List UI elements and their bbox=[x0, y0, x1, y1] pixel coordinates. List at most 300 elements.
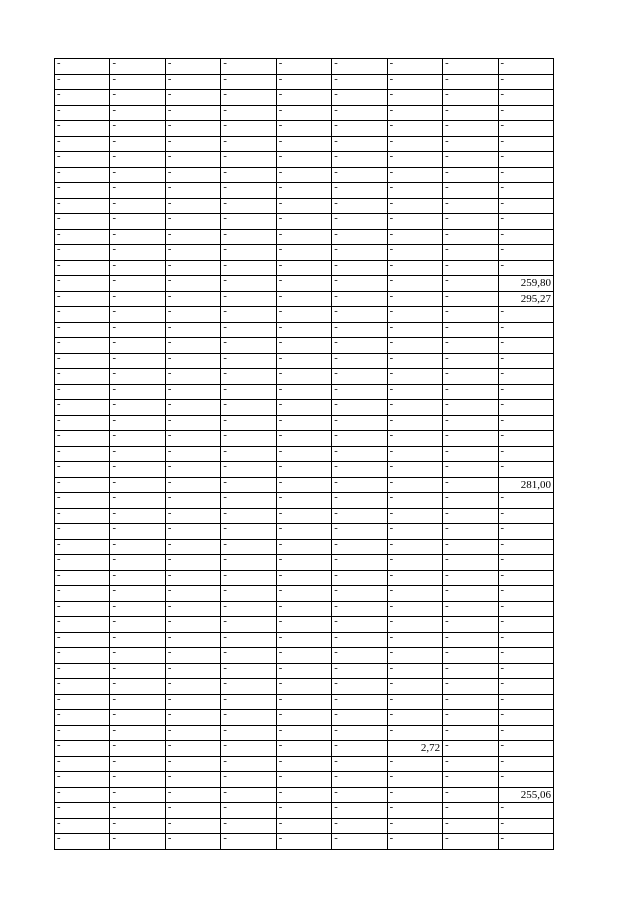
table-cell: - bbox=[110, 477, 165, 493]
table-cell: - bbox=[332, 710, 387, 726]
table-cell: - bbox=[387, 617, 442, 633]
table-cell: - bbox=[110, 353, 165, 369]
table-cell: - bbox=[221, 679, 276, 695]
table-cell: - bbox=[110, 741, 165, 757]
table-cell: - bbox=[387, 152, 442, 168]
table-cell: - bbox=[443, 493, 498, 509]
table-cell: - bbox=[332, 136, 387, 152]
table-cell: - bbox=[221, 384, 276, 400]
table-cell: - bbox=[443, 260, 498, 276]
table-cell: - bbox=[55, 431, 110, 447]
table-cell: - bbox=[276, 648, 331, 664]
table-cell: - bbox=[276, 570, 331, 586]
table-cell: - bbox=[165, 834, 220, 850]
table-cell: - bbox=[332, 353, 387, 369]
table-cell: - bbox=[221, 431, 276, 447]
table-cell: - bbox=[443, 74, 498, 90]
table-cell: - bbox=[332, 493, 387, 509]
table-cell: - bbox=[165, 694, 220, 710]
table-cell: - bbox=[276, 756, 331, 772]
table-cell: - bbox=[276, 400, 331, 416]
table-cell: - bbox=[55, 384, 110, 400]
table-row bbox=[55, 663, 554, 679]
table-cell: - bbox=[443, 663, 498, 679]
table-cell: - bbox=[110, 136, 165, 152]
table-cell: - bbox=[332, 756, 387, 772]
table-cell: - bbox=[443, 508, 498, 524]
table-cell: - bbox=[276, 229, 331, 245]
table-cell: - bbox=[498, 648, 554, 664]
table-row bbox=[55, 121, 554, 137]
table-cell: - bbox=[387, 121, 442, 137]
table-cell: - bbox=[387, 90, 442, 106]
table-cell: - bbox=[498, 694, 554, 710]
table-cell: - bbox=[498, 229, 554, 245]
table-cell: - bbox=[276, 601, 331, 617]
table-cell: - bbox=[332, 725, 387, 741]
table-cell: - bbox=[221, 508, 276, 524]
table-cell: - bbox=[443, 307, 498, 323]
table-cell: - bbox=[221, 586, 276, 602]
table-cell: - bbox=[221, 601, 276, 617]
table-cell: - bbox=[165, 260, 220, 276]
table-cell: - bbox=[443, 353, 498, 369]
table-cell: - bbox=[165, 136, 220, 152]
table-cell: - bbox=[443, 725, 498, 741]
table-row bbox=[55, 570, 554, 586]
table-cell: - bbox=[55, 710, 110, 726]
table-cell: - bbox=[221, 152, 276, 168]
table-cell: - bbox=[221, 648, 276, 664]
table-cell: - bbox=[165, 818, 220, 834]
table-cell: - bbox=[332, 508, 387, 524]
table-cell: - bbox=[110, 632, 165, 648]
table-cell: - bbox=[387, 462, 442, 478]
table-cell: - bbox=[165, 59, 220, 75]
table-cell: - bbox=[498, 59, 554, 75]
table-cell: - bbox=[110, 462, 165, 478]
table-cell: - bbox=[110, 710, 165, 726]
table-cell: - bbox=[443, 756, 498, 772]
table-cell: - bbox=[498, 369, 554, 385]
table-cell: - bbox=[55, 59, 110, 75]
table-cell: - bbox=[55, 415, 110, 431]
table-cell: - bbox=[276, 741, 331, 757]
table-cell: - bbox=[498, 322, 554, 338]
table-cell: - bbox=[221, 369, 276, 385]
table-cell: - bbox=[332, 694, 387, 710]
table-cell: - bbox=[498, 570, 554, 586]
table-cell: - bbox=[165, 508, 220, 524]
table-cell: - bbox=[443, 818, 498, 834]
table-cell: - bbox=[221, 710, 276, 726]
table-cell: - bbox=[165, 121, 220, 137]
table-cell: - bbox=[110, 431, 165, 447]
table-cell: - bbox=[332, 415, 387, 431]
table-cell: - bbox=[221, 694, 276, 710]
table-cell: - bbox=[498, 214, 554, 230]
table-cell: - bbox=[387, 772, 442, 788]
table-cell: - bbox=[387, 787, 442, 803]
table-row bbox=[55, 756, 554, 772]
table-cell: - bbox=[443, 772, 498, 788]
table-cell: - bbox=[498, 617, 554, 633]
table-cell: - bbox=[498, 663, 554, 679]
table-cell: - bbox=[55, 214, 110, 230]
table-cell: - bbox=[55, 508, 110, 524]
table-cell: - bbox=[110, 834, 165, 850]
table-cell: - bbox=[332, 245, 387, 261]
table-cell: - bbox=[110, 90, 165, 106]
table-row bbox=[55, 679, 554, 695]
table-cell: - bbox=[55, 167, 110, 183]
table-cell: - bbox=[387, 384, 442, 400]
table-cell: - bbox=[276, 105, 331, 121]
table-row bbox=[55, 369, 554, 385]
table-cell: - bbox=[332, 787, 387, 803]
table-cell: - bbox=[498, 167, 554, 183]
table-row bbox=[55, 741, 554, 757]
table-cell: - bbox=[110, 756, 165, 772]
table-cell: - bbox=[165, 167, 220, 183]
table-cell: - bbox=[55, 834, 110, 850]
table-cell: - bbox=[276, 617, 331, 633]
table-cell: - bbox=[110, 260, 165, 276]
table-cell: - bbox=[332, 741, 387, 757]
table-cell: - bbox=[110, 183, 165, 199]
table-cell: - bbox=[221, 74, 276, 90]
table-row bbox=[55, 710, 554, 726]
table-row bbox=[55, 276, 554, 292]
table-cell: - bbox=[276, 322, 331, 338]
table-cell: - bbox=[332, 183, 387, 199]
table-cell: - bbox=[443, 803, 498, 819]
data-table bbox=[54, 58, 554, 850]
table-cell: - bbox=[387, 694, 442, 710]
table-cell: - bbox=[110, 508, 165, 524]
table-row bbox=[55, 338, 554, 354]
table-cell: - bbox=[332, 632, 387, 648]
table-cell: - bbox=[55, 369, 110, 385]
table-cell: - bbox=[276, 276, 331, 292]
table-cell: - bbox=[443, 477, 498, 493]
table-cell: - bbox=[110, 152, 165, 168]
table-cell: - bbox=[276, 555, 331, 571]
table-cell: - bbox=[221, 229, 276, 245]
table-cell: - bbox=[55, 570, 110, 586]
table-cell: - bbox=[276, 508, 331, 524]
table-cell: - bbox=[110, 648, 165, 664]
table-cell: - bbox=[55, 198, 110, 214]
table-cell: - bbox=[221, 772, 276, 788]
table-cell: - bbox=[276, 524, 331, 540]
table-cell: - bbox=[165, 462, 220, 478]
table-cell: - bbox=[276, 307, 331, 323]
table-cell: - bbox=[221, 555, 276, 571]
table-cell: - bbox=[498, 555, 554, 571]
table-cell: - bbox=[110, 663, 165, 679]
table-cell: - bbox=[498, 353, 554, 369]
table-cell: - bbox=[55, 446, 110, 462]
table-cell: - bbox=[498, 524, 554, 540]
table-cell: - bbox=[387, 756, 442, 772]
table-cell: - bbox=[498, 803, 554, 819]
table-cell: - bbox=[55, 121, 110, 137]
table-cell: - bbox=[443, 787, 498, 803]
table-cell: - bbox=[55, 229, 110, 245]
table-cell: - bbox=[110, 803, 165, 819]
table-cell: - bbox=[276, 121, 331, 137]
table-cell: - bbox=[387, 214, 442, 230]
table-cell: - bbox=[165, 291, 220, 307]
table-cell: - bbox=[110, 679, 165, 695]
table-row bbox=[55, 183, 554, 199]
table-cell: - bbox=[165, 539, 220, 555]
table-cell: - bbox=[443, 214, 498, 230]
table-cell: - bbox=[443, 431, 498, 447]
table-cell: - bbox=[443, 555, 498, 571]
table-cell: - bbox=[332, 121, 387, 137]
table-cell: - bbox=[165, 198, 220, 214]
table-cell: - bbox=[276, 477, 331, 493]
table-cell: - bbox=[110, 167, 165, 183]
table-cell: - bbox=[55, 322, 110, 338]
table-cell: - bbox=[332, 477, 387, 493]
table-cell: - bbox=[276, 663, 331, 679]
table-cell: - bbox=[165, 493, 220, 509]
table-cell: - bbox=[221, 493, 276, 509]
table-cell: - bbox=[276, 834, 331, 850]
table-row bbox=[55, 555, 554, 571]
table-row bbox=[55, 260, 554, 276]
table-cell: - bbox=[332, 322, 387, 338]
table-cell: - bbox=[443, 136, 498, 152]
table-cell: - bbox=[443, 105, 498, 121]
table-cell: - bbox=[498, 462, 554, 478]
table-cell: - bbox=[387, 431, 442, 447]
table-cell: - bbox=[110, 694, 165, 710]
table-cell: - bbox=[165, 663, 220, 679]
table-cell: - bbox=[55, 617, 110, 633]
table-cell: - bbox=[332, 462, 387, 478]
table-row bbox=[55, 632, 554, 648]
table-cell: - bbox=[55, 136, 110, 152]
table-cell: - bbox=[332, 90, 387, 106]
table-cell: - bbox=[110, 570, 165, 586]
table-cell: - bbox=[55, 462, 110, 478]
table-cell: - bbox=[443, 570, 498, 586]
table-cell: - bbox=[55, 772, 110, 788]
table-cell: - bbox=[332, 74, 387, 90]
table-cell: - bbox=[165, 415, 220, 431]
table-row bbox=[55, 198, 554, 214]
table-cell: - bbox=[332, 772, 387, 788]
table-cell: - bbox=[110, 214, 165, 230]
table-cell: - bbox=[221, 818, 276, 834]
table-cell: - bbox=[332, 105, 387, 121]
table-cell: - bbox=[165, 617, 220, 633]
table-cell: - bbox=[55, 400, 110, 416]
table-cell: - bbox=[276, 90, 331, 106]
table-cell: - bbox=[165, 183, 220, 199]
table-cell: - bbox=[498, 105, 554, 121]
table-cell: - bbox=[55, 586, 110, 602]
table-cell: - bbox=[332, 291, 387, 307]
table-cell: - bbox=[332, 384, 387, 400]
table-cell: - bbox=[165, 772, 220, 788]
table-cell: - bbox=[276, 679, 331, 695]
table-cell: - bbox=[498, 508, 554, 524]
table-cell: - bbox=[332, 570, 387, 586]
table-cell: - bbox=[332, 679, 387, 695]
table-cell: - bbox=[498, 818, 554, 834]
table-cell: - bbox=[221, 663, 276, 679]
table-cell: - bbox=[276, 694, 331, 710]
table-cell: - bbox=[110, 787, 165, 803]
table-cell: - bbox=[443, 121, 498, 137]
table-cell: - bbox=[221, 834, 276, 850]
table-cell: - bbox=[55, 756, 110, 772]
table-cell: - bbox=[498, 431, 554, 447]
table-cell: - bbox=[498, 741, 554, 757]
table-cell: - bbox=[498, 136, 554, 152]
table-cell: - bbox=[387, 570, 442, 586]
table-cell: - bbox=[110, 772, 165, 788]
table-cell: - bbox=[221, 183, 276, 199]
table-cell: - bbox=[110, 276, 165, 292]
table-cell: - bbox=[165, 152, 220, 168]
table-cell: - bbox=[332, 803, 387, 819]
table-cell: - bbox=[387, 338, 442, 354]
table-row bbox=[55, 818, 554, 834]
table-cell: - bbox=[498, 493, 554, 509]
table-cell: - bbox=[55, 694, 110, 710]
table-cell: - bbox=[276, 818, 331, 834]
table-cell: - bbox=[55, 105, 110, 121]
table-cell: - bbox=[221, 291, 276, 307]
table-row bbox=[55, 400, 554, 416]
table-cell: - bbox=[110, 198, 165, 214]
table-cell: - bbox=[443, 400, 498, 416]
table-cell: - bbox=[165, 570, 220, 586]
table-cell: - bbox=[165, 586, 220, 602]
table-cell: - bbox=[498, 260, 554, 276]
table-row bbox=[55, 493, 554, 509]
table-cell: - bbox=[443, 446, 498, 462]
table-cell: - bbox=[221, 632, 276, 648]
table-cell: - bbox=[165, 803, 220, 819]
table-cell: - bbox=[443, 648, 498, 664]
table-cell: - bbox=[55, 741, 110, 757]
table-cell: - bbox=[498, 539, 554, 555]
table-cell: - bbox=[55, 477, 110, 493]
table-cell: - bbox=[221, 167, 276, 183]
table-cell: - bbox=[387, 260, 442, 276]
table-cell: - bbox=[332, 167, 387, 183]
table-cell: - bbox=[387, 59, 442, 75]
table-cell: - bbox=[498, 834, 554, 850]
table-cell: - bbox=[110, 555, 165, 571]
table-cell: - bbox=[165, 555, 220, 571]
table-cell: - bbox=[332, 555, 387, 571]
table-cell: - bbox=[55, 803, 110, 819]
table-cell: - bbox=[387, 74, 442, 90]
table-cell: - bbox=[387, 167, 442, 183]
table-cell: - bbox=[387, 415, 442, 431]
table-row bbox=[55, 74, 554, 90]
table-cell: - bbox=[332, 400, 387, 416]
table-cell: - bbox=[443, 462, 498, 478]
table-cell: - bbox=[498, 74, 554, 90]
table-cell: - bbox=[332, 586, 387, 602]
table-cell: - bbox=[276, 787, 331, 803]
table-cell: - bbox=[443, 369, 498, 385]
table-cell: - bbox=[110, 229, 165, 245]
table-row bbox=[55, 291, 554, 307]
table-cell: - bbox=[498, 772, 554, 788]
table-cell: - bbox=[221, 725, 276, 741]
table-cell: - bbox=[276, 493, 331, 509]
table-cell: - bbox=[498, 725, 554, 741]
table-cell: - bbox=[221, 260, 276, 276]
table-cell: - bbox=[387, 710, 442, 726]
data-table-body bbox=[55, 59, 554, 850]
table-row bbox=[55, 524, 554, 540]
table-cell: - bbox=[165, 524, 220, 540]
table-cell: - bbox=[387, 477, 442, 493]
table-cell: - bbox=[276, 586, 331, 602]
table-cell: - bbox=[110, 446, 165, 462]
table-cell: - bbox=[498, 152, 554, 168]
table-cell: - bbox=[387, 725, 442, 741]
table-row bbox=[55, 446, 554, 462]
table-cell: - bbox=[221, 570, 276, 586]
table-cell: - bbox=[443, 539, 498, 555]
table-cell: - bbox=[221, 59, 276, 75]
table-row bbox=[55, 322, 554, 338]
table-cell: - bbox=[221, 322, 276, 338]
table-row bbox=[55, 431, 554, 447]
table-cell: - bbox=[498, 446, 554, 462]
table-cell: - bbox=[165, 601, 220, 617]
table-cell: - bbox=[276, 772, 331, 788]
table-cell: - bbox=[276, 539, 331, 555]
table-cell: - bbox=[276, 214, 331, 230]
table-cell: - bbox=[276, 725, 331, 741]
table-cell: - bbox=[387, 245, 442, 261]
table-cell: - bbox=[110, 384, 165, 400]
table-row bbox=[55, 617, 554, 633]
table-cell: 281,00 bbox=[498, 477, 554, 493]
table-cell: - bbox=[55, 524, 110, 540]
table-cell: - bbox=[110, 601, 165, 617]
table-cell: - bbox=[110, 291, 165, 307]
table-cell: - bbox=[221, 803, 276, 819]
table-cell: - bbox=[55, 555, 110, 571]
table-cell: - bbox=[387, 586, 442, 602]
table-cell: - bbox=[165, 679, 220, 695]
table-cell: - bbox=[276, 59, 331, 75]
table-cell: - bbox=[443, 741, 498, 757]
table-cell: - bbox=[221, 787, 276, 803]
table-row bbox=[55, 167, 554, 183]
table-cell: - bbox=[498, 307, 554, 323]
table-cell: - bbox=[55, 539, 110, 555]
table-cell: - bbox=[55, 338, 110, 354]
table-cell: - bbox=[221, 105, 276, 121]
table-cell: - bbox=[110, 338, 165, 354]
table-cell: - bbox=[165, 338, 220, 354]
